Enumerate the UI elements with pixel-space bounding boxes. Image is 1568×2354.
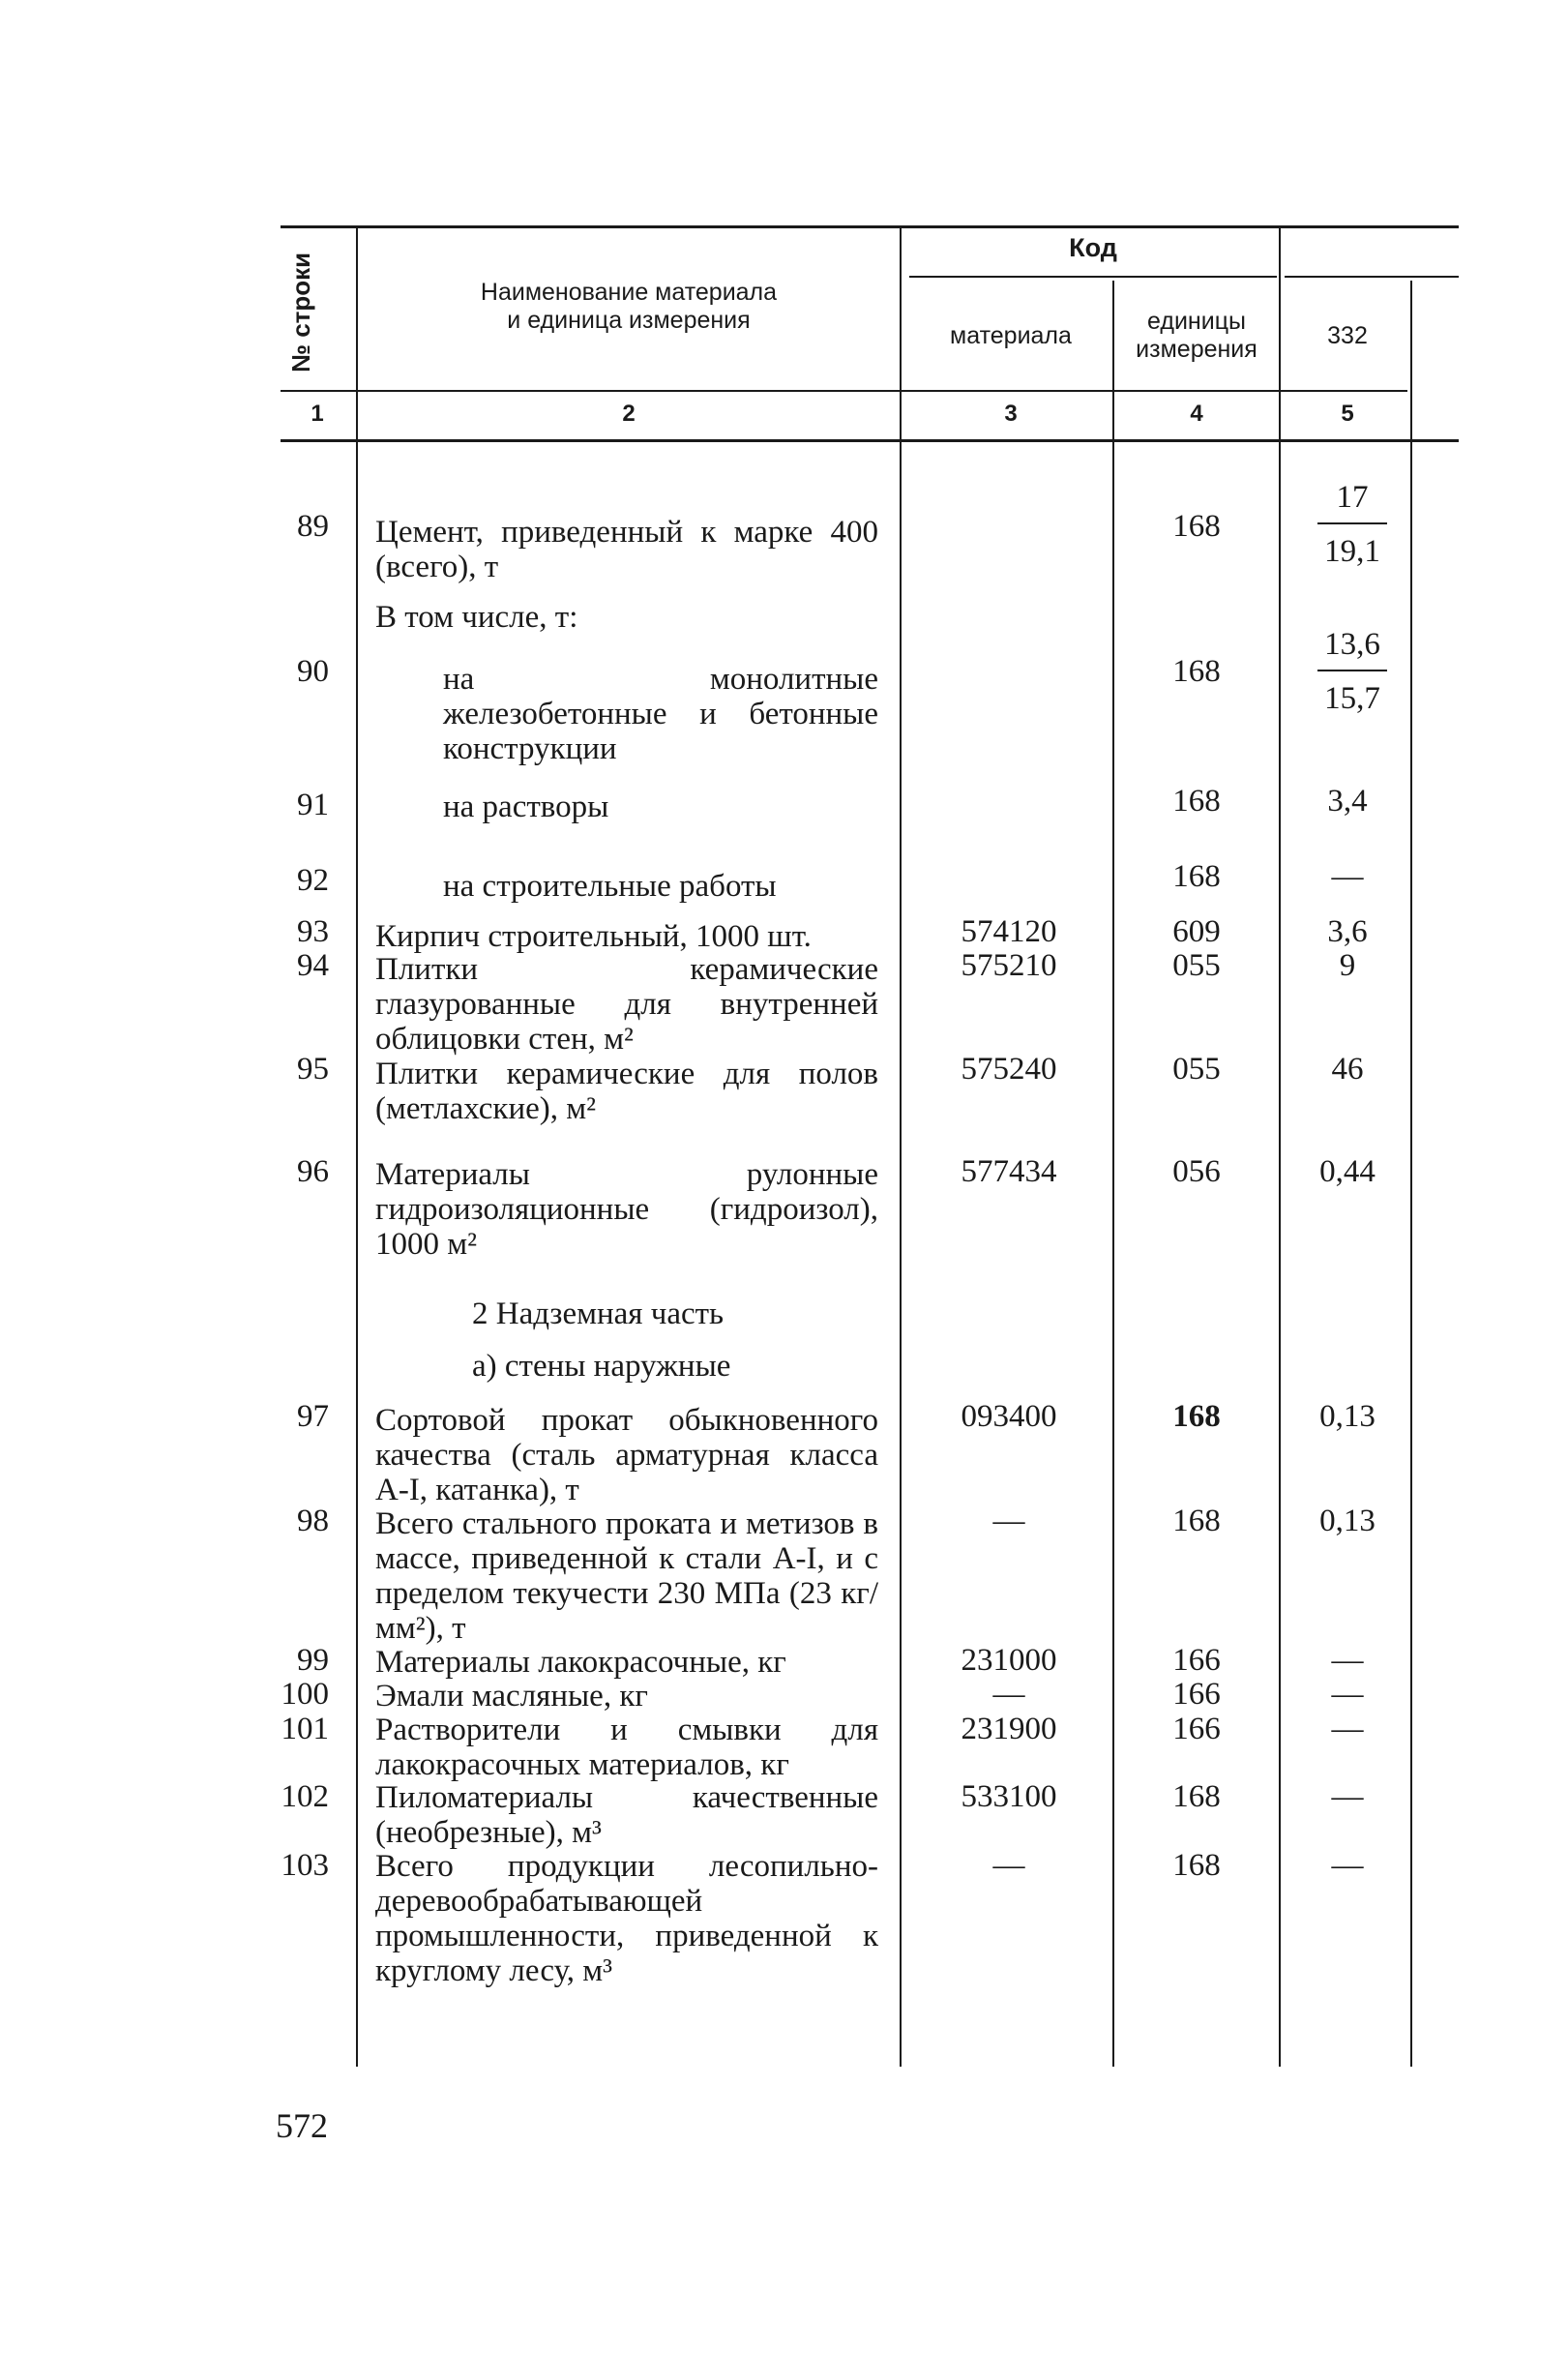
row-93-name: Кирпич строительный, 1000 шт. (375, 919, 812, 954)
row-97-number: 97 (297, 1399, 329, 1434)
row-92-unit: 168 (1172, 859, 1221, 894)
row-98-name: Всего стального проката и метизов в массе, приведенной к стали А-I, и с пределом текучести 230 МПа (23 кг/мм²), т (375, 1506, 878, 1646)
header-row-number: № строки (286, 252, 315, 372)
row-90-value (1314, 627, 1391, 716)
row-100-unit: 166 (1172, 1677, 1221, 1712)
row-95-number: 95 (297, 1052, 329, 1087)
col332-top-rule (1285, 276, 1459, 278)
row-94-material: 575210 (961, 948, 1057, 983)
row-97-unit: 168 (1172, 1399, 1221, 1434)
header-bottom-rule (281, 390, 1407, 392)
row-103-name: Всего продукции лесопильно-деревообрабатывающей промышленности, приведенной к круглому лесу, м³ (375, 1849, 878, 1988)
row-102-number: 102 (281, 1779, 329, 1814)
row-100-value: — (1331, 1677, 1364, 1712)
row-98-number: 98 (297, 1504, 329, 1538)
row-96-material: 577434 (961, 1154, 1057, 1189)
row-101-material: 231900 (961, 1712, 1057, 1746)
fraction-bar (1317, 670, 1387, 671)
row-102-name: Пиломатериалы качественные (необрезные), м³ (375, 1780, 878, 1850)
row-92-value: — (1331, 859, 1364, 894)
header-unit: единицы измерения (1136, 308, 1257, 363)
row-99-name: Материалы лакокрасочные, кг (375, 1645, 786, 1680)
row-94-number: 94 (297, 948, 329, 983)
col-divider-2 (900, 228, 902, 2067)
row-including-label: В том числе, т: (375, 600, 578, 635)
row-101-name: Растворители и смывки для лакокрасочных материалов, кг (375, 1713, 878, 1782)
colnum-3: 3 (1004, 401, 1018, 427)
section-title: 2 Надземная часть (472, 1296, 725, 1331)
row-103-value: — (1331, 1848, 1364, 1883)
row-93-number: 93 (297, 914, 329, 949)
row-96-value: 0,44 (1319, 1154, 1376, 1189)
row-89-unit: 168 (1172, 509, 1221, 544)
row-97-name: Сортовой прокат обыкновенного качества (сталь арматурная класса А-I, катанка), т (375, 1403, 878, 1507)
row-90-name: на монолитные железобетонные и бетонные конструкции (443, 662, 878, 766)
page-number: 572 (276, 2106, 328, 2145)
row-101-value: — (1331, 1712, 1364, 1746)
row-103-number: 103 (281, 1848, 329, 1883)
row-91-name: на растворы (443, 790, 609, 824)
row-95-unit: 055 (1172, 1052, 1221, 1087)
row-89-value-bottom: 19,1 (1324, 534, 1380, 569)
row-93-unit: 609 (1172, 914, 1221, 949)
row-100-material: — (992, 1677, 1025, 1712)
row-96-name: Материалы рулонные гидроизоляционные (гидроизол), 1000 м² (375, 1157, 878, 1262)
row-102-material: 533100 (961, 1779, 1057, 1814)
row-94-name: Плитки керамические глазурованные для внутренней облицовки стен, м² (375, 952, 878, 1057)
row-103-unit: 168 (1172, 1848, 1221, 1883)
row-99-material: 231000 (961, 1643, 1057, 1678)
row-93-value: 3,6 (1327, 914, 1368, 949)
row-97-value: 0,13 (1319, 1399, 1376, 1434)
subsection-title: а) стены наружные (472, 1349, 731, 1384)
row-89-value (1314, 480, 1391, 569)
row-100-name: Эмали масляные, кг (375, 1679, 648, 1713)
row-95-value: 46 (1331, 1052, 1364, 1087)
row-102-value: — (1331, 1779, 1364, 1814)
row-89-number: 89 (297, 509, 329, 544)
row-99-number: 99 (297, 1643, 329, 1678)
row-98-unit: 168 (1172, 1504, 1221, 1538)
row-100-number: 100 (281, 1677, 329, 1712)
colnum-2: 2 (622, 401, 636, 427)
colnum-4: 4 (1190, 401, 1203, 427)
row-90-unit: 168 (1172, 654, 1221, 689)
row-91-value: 3,4 (1327, 784, 1368, 819)
row-90-value-bottom: 15,7 (1324, 681, 1380, 716)
row-98-value: 0,13 (1319, 1504, 1376, 1538)
row-93-material: 574120 (961, 914, 1057, 949)
row-91-unit: 168 (1172, 784, 1221, 819)
row-90-value-top: 13,6 (1324, 627, 1380, 662)
col-divider-5 (1410, 281, 1412, 2067)
header-code: Код (1069, 233, 1117, 262)
header-material: материала (950, 322, 1072, 349)
row-92-number: 92 (297, 863, 329, 898)
row-101-unit: 166 (1172, 1712, 1221, 1746)
row-96-number: 96 (297, 1154, 329, 1189)
row-97-material: 093400 (961, 1399, 1057, 1434)
row-89-value-top: 17 (1336, 480, 1369, 515)
row-96-unit: 056 (1172, 1154, 1221, 1189)
row-94-value: 9 (1339, 948, 1356, 983)
row-103-material: — (992, 1848, 1025, 1883)
row-92-name: на строительные работы (443, 869, 777, 904)
row-98-material: — (992, 1504, 1025, 1538)
row-95-name: Плитки керамические для полов (метлахские), м² (375, 1057, 878, 1126)
row-99-value: — (1331, 1643, 1364, 1678)
row-90-number: 90 (297, 654, 329, 689)
colnum-bottom-rule (281, 439, 1459, 442)
header-name: Наименование материала и единица измерения (480, 279, 778, 334)
table-top-rule (281, 225, 1459, 228)
colnum-5: 5 (1341, 401, 1354, 427)
row-89-name: Цемент, приведенный к марке 400 (всего), т (375, 515, 878, 584)
row-94-unit: 055 (1172, 948, 1221, 983)
header-332: 332 (1327, 322, 1368, 349)
colnum-1: 1 (311, 401, 324, 427)
row-91-number: 91 (297, 788, 329, 822)
row-101-number: 101 (281, 1712, 329, 1746)
row-99-unit: 166 (1172, 1643, 1221, 1678)
row-95-material: 575240 (961, 1052, 1057, 1087)
col-divider-1 (356, 228, 358, 2067)
fraction-bar (1317, 522, 1387, 524)
code-underline (909, 276, 1277, 278)
col-divider-4 (1279, 228, 1281, 2067)
row-102-unit: 168 (1172, 1779, 1221, 1814)
